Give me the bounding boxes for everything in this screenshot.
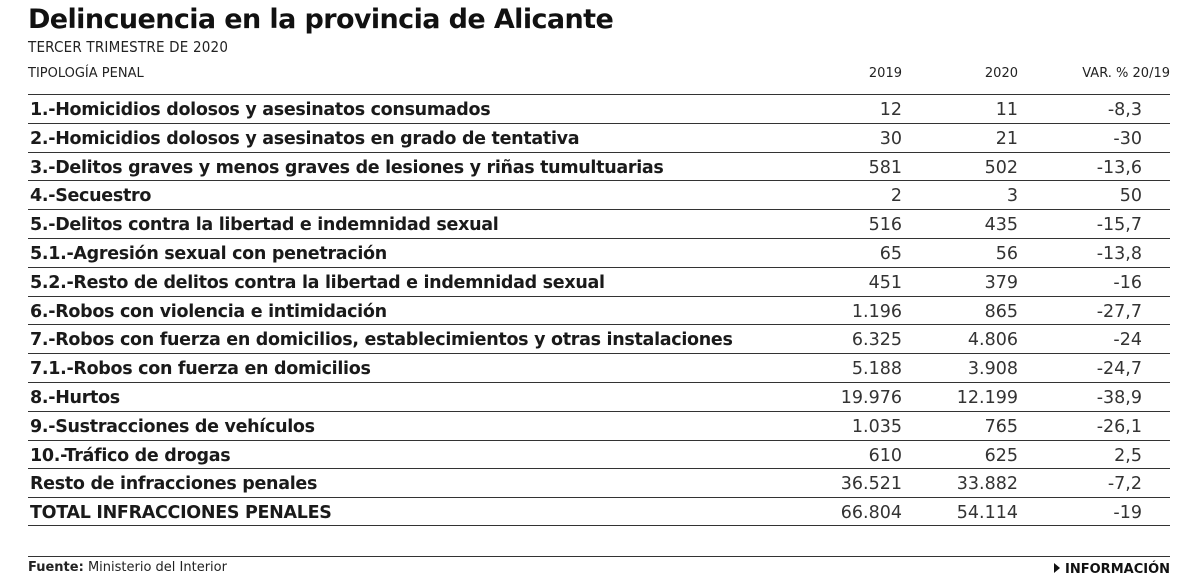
value-2019: 451 — [868, 272, 902, 293]
value-variation: 50 — [1119, 186, 1142, 207]
column-header-2019: 2019 — [868, 66, 902, 81]
value-2020: 502 — [984, 157, 1018, 178]
row-label: 5.2.-Resto de delitos contra la libertad e indemnidad sexual — [30, 272, 605, 293]
table-row — [28, 411, 1170, 440]
brand-name: INFORMACIÓN — [1065, 562, 1170, 577]
value-2019: 5.188 — [851, 359, 902, 380]
table-row — [28, 296, 1170, 325]
value-2020: 379 — [984, 272, 1018, 293]
column-header-2020: 2020 — [984, 66, 1018, 81]
value-2020: 56 — [995, 243, 1018, 264]
value-2019: 1.035 — [851, 416, 902, 437]
row-label: 1.-Homicidios dolosos y asesinatos consumados — [30, 100, 491, 120]
value-variation: -13,6 — [1096, 157, 1142, 178]
table-row — [28, 238, 1170, 267]
value-variation: -8,3 — [1107, 100, 1142, 120]
value-2020: 33.882 — [956, 474, 1018, 495]
row-label: 7.-Robos con fuerza en domicilios, establecimientos y otras instalaciones — [30, 330, 733, 351]
value-2019: 516 — [868, 215, 902, 236]
value-variation: -7,2 — [1107, 474, 1142, 495]
value-variation: -26,1 — [1096, 416, 1142, 437]
row-label: 9.-Sustracciones de vehículos — [30, 416, 315, 437]
data-table — [28, 94, 1170, 526]
row-label: 4.-Secuestro — [30, 186, 152, 207]
value-2020: 3 — [1006, 186, 1018, 207]
value-variation: -24 — [1113, 330, 1142, 351]
table-row — [28, 152, 1170, 181]
value-2020: 765 — [984, 416, 1018, 437]
value-variation: -30 — [1113, 128, 1142, 149]
value-2019: 30 — [879, 128, 902, 149]
value-2019: 12 — [879, 100, 902, 120]
value-variation: -16 — [1113, 272, 1142, 293]
source-label: Fuente: — [28, 560, 84, 575]
value-2019: 2 — [890, 186, 902, 207]
table-row — [28, 123, 1170, 152]
row-label: 6.-Robos con violencia e intimidación — [30, 301, 387, 322]
source-value: Ministerio del Interior — [87, 560, 227, 575]
value-2020: 625 — [984, 445, 1018, 466]
row-label: TOTAL INFRACCIONES PENALES — [30, 503, 332, 524]
table-row — [28, 468, 1170, 497]
value-2019: 1.196 — [851, 301, 902, 322]
row-label: 5.1.-Agresión sexual con penetración — [30, 243, 387, 264]
value-2019: 6.325 — [851, 330, 902, 351]
table-row — [28, 94, 1170, 123]
brand-credit — [1054, 562, 1170, 577]
table-row — [28, 324, 1170, 353]
value-2020: 12.199 — [956, 387, 1018, 408]
row-label: 5.-Delitos contra la libertad e indemnidad sexual — [30, 215, 499, 236]
value-variation: -38,9 — [1096, 387, 1142, 408]
value-2020: 435 — [984, 215, 1018, 236]
row-label: 8.-Hurtos — [30, 387, 120, 408]
table-row — [28, 440, 1170, 469]
table-row — [28, 209, 1170, 238]
table-row — [28, 180, 1170, 209]
value-2019: 65 — [879, 243, 902, 264]
table-row — [28, 267, 1170, 296]
column-header-variation: VAR. % 20/19 — [1082, 66, 1170, 81]
value-2019: 19.976 — [840, 387, 902, 408]
value-2019: 610 — [868, 445, 902, 466]
page-subtitle: TERCER TRIMESTRE DE 2020 — [28, 38, 229, 56]
value-variation: 2,5 — [1114, 445, 1142, 466]
value-2020: 865 — [984, 301, 1018, 322]
value-2020: 54.114 — [956, 503, 1018, 524]
table-row — [28, 497, 1170, 526]
value-2020: 21 — [995, 128, 1018, 149]
table-header — [28, 66, 1170, 86]
triangle-right-icon — [1054, 563, 1060, 573]
value-2019: 36.521 — [840, 474, 902, 495]
value-2019: 66.804 — [840, 503, 902, 524]
row-label: 10.-Tráfico de drogas — [30, 445, 231, 466]
page-title: Delincuencia en la provincia de Alicante — [28, 4, 614, 35]
value-variation: -19 — [1113, 503, 1142, 524]
footer-divider — [28, 556, 1170, 557]
value-variation: -24,7 — [1096, 359, 1142, 380]
column-header-label: TIPOLOGÍA PENAL — [28, 66, 144, 81]
value-2020: 3.908 — [967, 359, 1018, 380]
value-variation: -13,8 — [1096, 243, 1142, 264]
row-label: Resto de infracciones penales — [30, 474, 318, 495]
source-note — [28, 560, 227, 575]
value-2020: 4.806 — [967, 330, 1018, 351]
value-2020: 11 — [995, 100, 1018, 120]
row-label: 7.1.-Robos con fuerza en domicilios — [30, 359, 371, 380]
table-row — [28, 382, 1170, 411]
row-label: 2.-Homicidios dolosos y asesinatos en grado de tentativa — [30, 128, 580, 149]
row-label: 3.-Delitos graves y menos graves de lesiones y riñas tumultuarias — [30, 157, 664, 178]
value-variation: -15,7 — [1096, 215, 1142, 236]
table-row — [28, 353, 1170, 382]
value-variation: -27,7 — [1096, 301, 1142, 322]
value-2019: 581 — [868, 157, 902, 178]
